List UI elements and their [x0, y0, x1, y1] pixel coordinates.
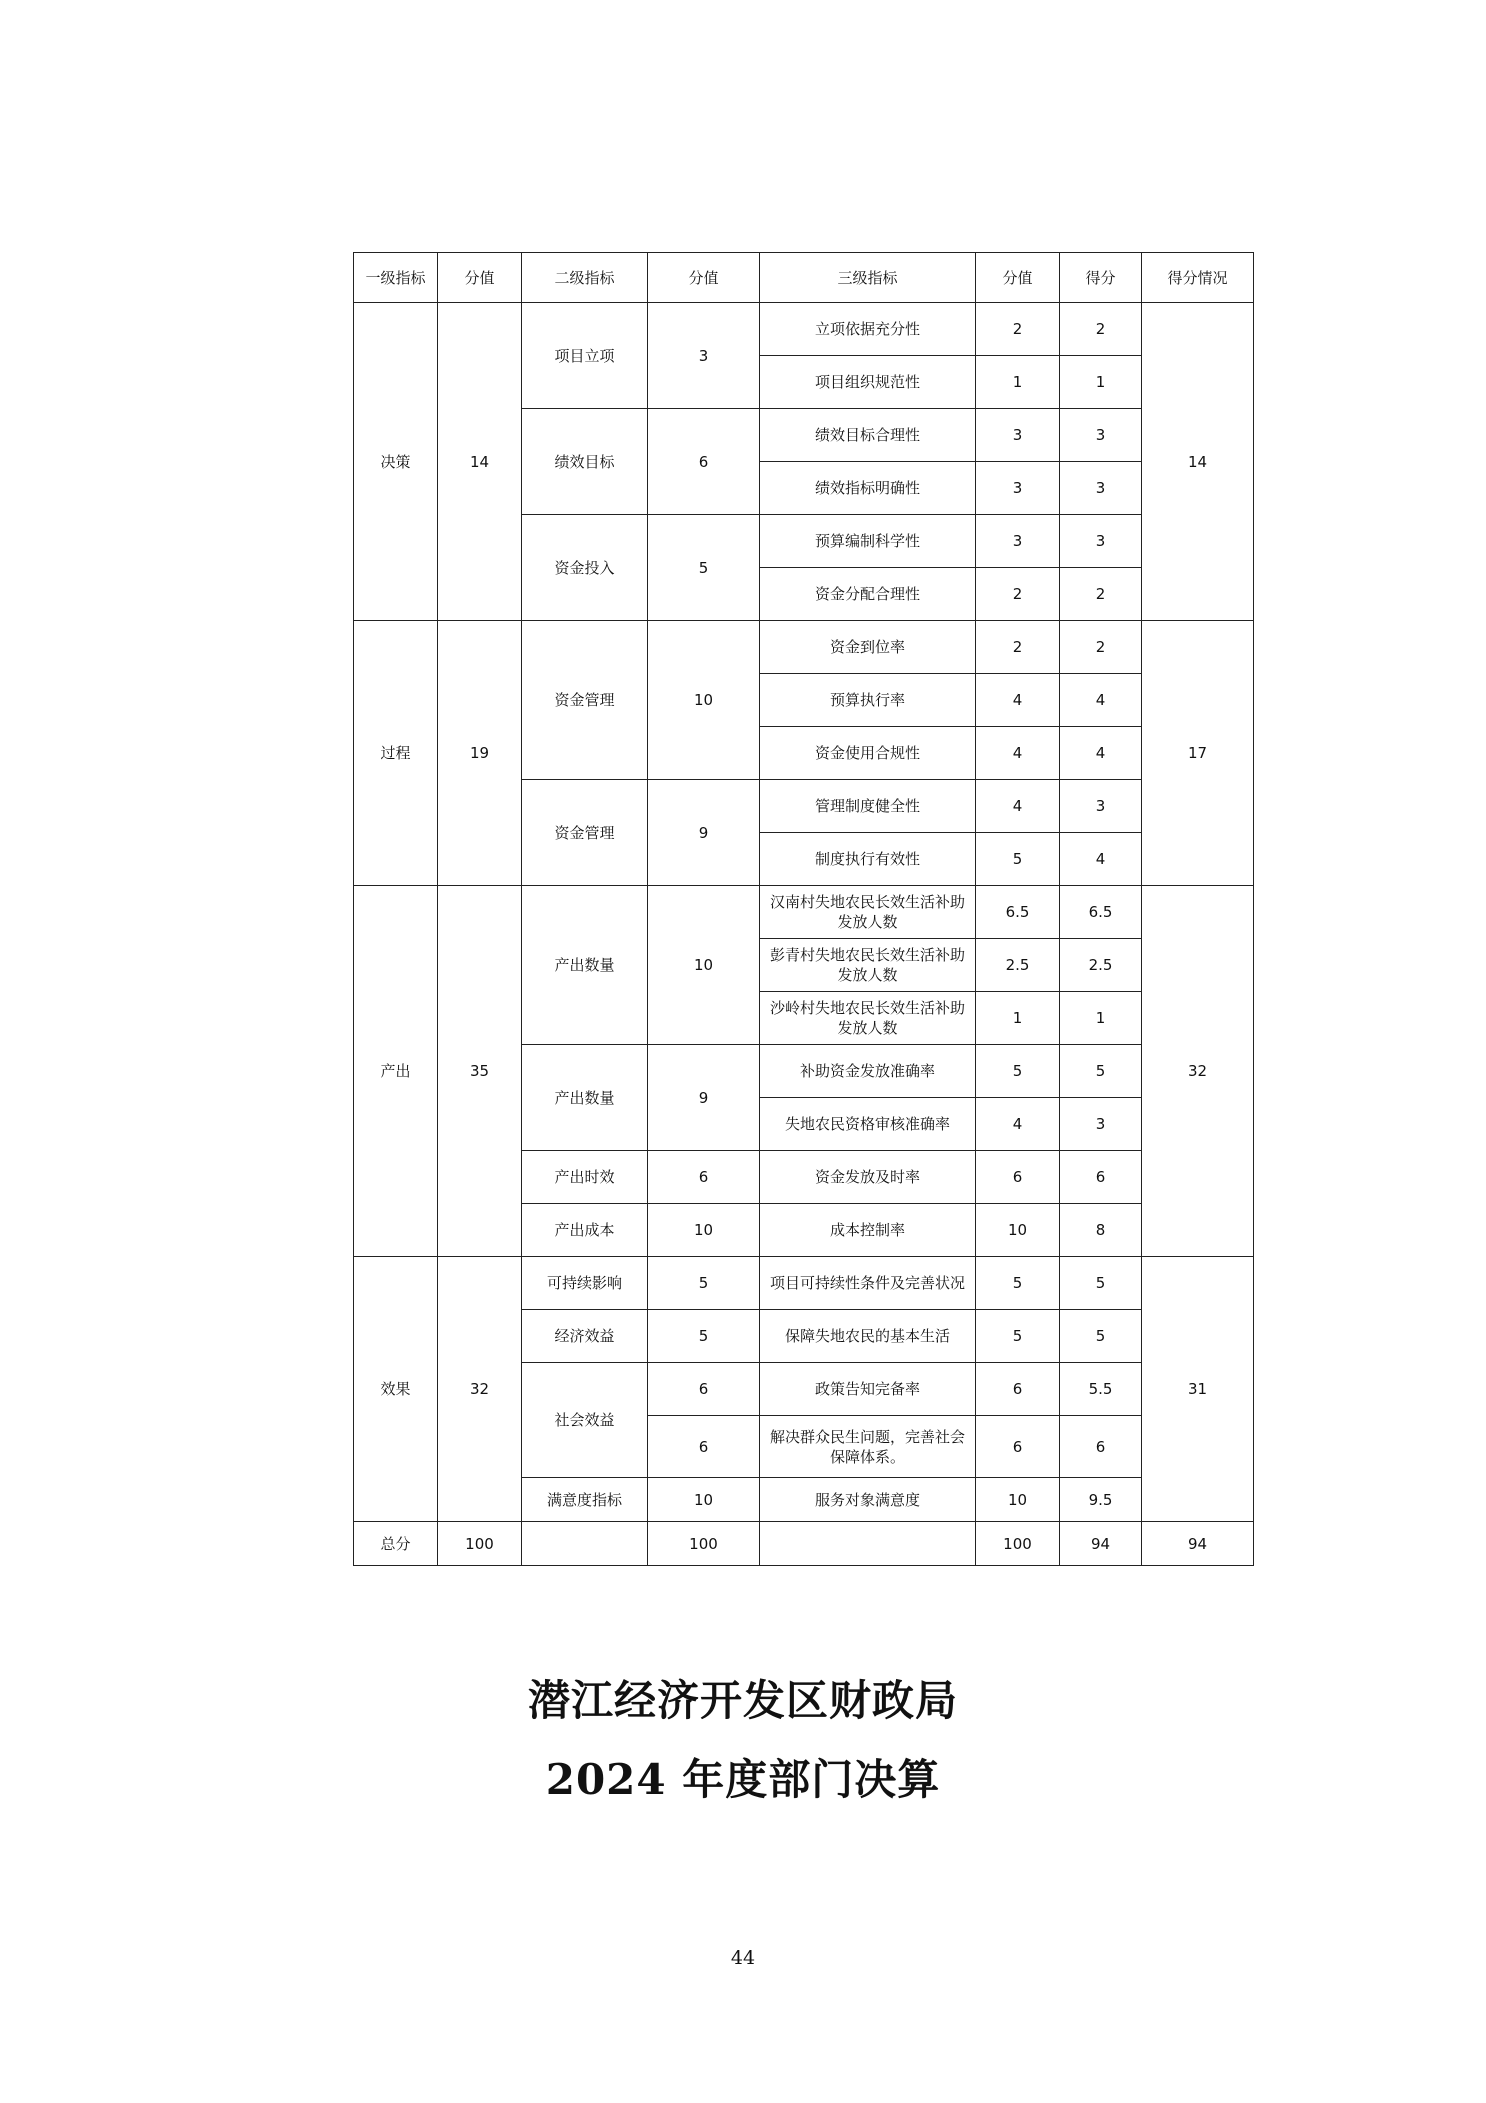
total-label: 总分 [354, 1522, 438, 1566]
l2-score: 10 [648, 1204, 760, 1257]
l3-got: 1 [1060, 356, 1142, 409]
l3-name: 绩效目标合理性 [760, 409, 976, 462]
document-title-line2: 2024 年度部门决算 [545, 1755, 941, 1804]
total-l1-score: 100 [438, 1522, 522, 1566]
l3-got: 2 [1060, 303, 1142, 356]
table-row [354, 886, 1254, 939]
l3-name: 资金使用合规性 [760, 727, 976, 780]
l1-situation: 32 [1142, 886, 1254, 1257]
l2-name: 绩效目标 [522, 409, 648, 515]
l2-score: 9 [648, 1045, 760, 1151]
l3-name: 项目组织规范性 [760, 356, 976, 409]
l3-name: 保障失地农民的基本生活 [760, 1310, 976, 1363]
l1-score: 32 [438, 1257, 522, 1522]
l3-score: 2.5 [976, 939, 1060, 992]
l3-got: 4 [1060, 833, 1142, 886]
l1-name: 决策 [354, 303, 438, 621]
l3-got: 6 [1060, 1151, 1142, 1204]
l2-score: 5 [648, 1310, 760, 1363]
l2-score: 3 [648, 303, 760, 409]
l3-got: 5 [1060, 1257, 1142, 1310]
l3-got: 6 [1060, 1416, 1142, 1478]
l3-score: 5 [976, 1310, 1060, 1363]
l3-got: 2.5 [1060, 939, 1142, 992]
table-header-row [354, 253, 1254, 303]
l2-name: 产出成本 [522, 1204, 648, 1257]
l3-got: 3 [1060, 409, 1142, 462]
l3-got: 9.5 [1060, 1478, 1142, 1522]
total-l2-score: 100 [648, 1522, 760, 1566]
header-cell: 分值 [648, 253, 760, 303]
l3-score: 4 [976, 1098, 1060, 1151]
l1-situation: 17 [1142, 621, 1254, 886]
l3-name: 政策告知完备率 [760, 1363, 976, 1416]
l2-name: 项目立项 [522, 303, 648, 409]
l3-got: 2 [1060, 568, 1142, 621]
l2-score: 10 [648, 621, 760, 780]
l3-got: 3 [1060, 1098, 1142, 1151]
l2-score: 6 [648, 409, 760, 515]
l3-score: 6 [976, 1151, 1060, 1204]
l3-score: 3 [976, 462, 1060, 515]
l3-name: 失地农民资格审核准确率 [760, 1098, 976, 1151]
l2-score: 6 [648, 1416, 760, 1478]
total-l3-score: 100 [976, 1522, 1060, 1566]
table-row [354, 1257, 1254, 1310]
l2-name: 满意度指标 [522, 1478, 648, 1522]
header-cell: 分值 [438, 253, 522, 303]
score-table [353, 252, 1254, 1566]
header-cell: 得分情况 [1142, 253, 1254, 303]
l3-got: 8 [1060, 1204, 1142, 1257]
l3-score: 4 [976, 727, 1060, 780]
l3-name: 补助资金发放准确率 [760, 1045, 976, 1098]
l3-score: 5 [976, 1257, 1060, 1310]
l2-name: 经济效益 [522, 1310, 648, 1363]
l3-score: 6 [976, 1363, 1060, 1416]
l3-name: 项目可持续性条件及完善状况 [760, 1257, 976, 1310]
l2-name: 产出数量 [522, 886, 648, 1045]
l3-score: 4 [976, 780, 1060, 833]
l3-score: 1 [976, 992, 1060, 1045]
l3-score: 10 [976, 1204, 1060, 1257]
l3-name: 制度执行有效性 [760, 833, 976, 886]
l3-got: 2 [1060, 621, 1142, 674]
l3-got: 4 [1060, 727, 1142, 780]
total-row [354, 1522, 1254, 1566]
l3-score: 3 [976, 515, 1060, 568]
l3-got: 5.5 [1060, 1363, 1142, 1416]
l3-score: 6.5 [976, 886, 1060, 939]
l2-score: 9 [648, 780, 760, 886]
l3-score: 6 [976, 1416, 1060, 1478]
l3-name: 立项依据充分性 [760, 303, 976, 356]
header-cell: 二级指标 [522, 253, 648, 303]
l2-name: 资金管理 [522, 780, 648, 886]
header-cell: 分值 [976, 253, 1060, 303]
l2-name: 产出数量 [522, 1045, 648, 1151]
l3-name: 管理制度健全性 [760, 780, 976, 833]
l3-got: 3 [1060, 462, 1142, 515]
l3-name: 服务对象满意度 [760, 1478, 976, 1522]
l1-name: 效果 [354, 1257, 438, 1522]
l3-score: 10 [976, 1478, 1060, 1522]
l3-name: 资金发放及时率 [760, 1151, 976, 1204]
l2-score: 5 [648, 515, 760, 621]
l3-name: 资金到位率 [760, 621, 976, 674]
l3-got: 4 [1060, 674, 1142, 727]
l3-name: 绩效指标明确性 [760, 462, 976, 515]
l3-got: 3 [1060, 515, 1142, 568]
total-empty-cell [760, 1522, 976, 1566]
l1-name: 过程 [354, 621, 438, 886]
l3-got: 5 [1060, 1310, 1142, 1363]
document-title-line1: 潜江经济开发区财政局 [527, 1676, 958, 1725]
l3-score: 2 [976, 568, 1060, 621]
l2-name: 产出时效 [522, 1151, 648, 1204]
l3-score: 4 [976, 674, 1060, 727]
l3-name: 解决群众民生问题，完善社会保障体系。 [760, 1416, 976, 1478]
l3-got: 3 [1060, 780, 1142, 833]
l2-name: 资金管理 [522, 621, 648, 780]
l3-score: 2 [976, 303, 1060, 356]
l2-score: 10 [648, 1478, 760, 1522]
total-empty-cell [522, 1522, 648, 1566]
l3-score: 1 [976, 356, 1060, 409]
l1-score: 35 [438, 886, 522, 1257]
l2-score: 6 [648, 1151, 760, 1204]
l2-score: 10 [648, 886, 760, 1045]
l1-name: 产出 [354, 886, 438, 1257]
l2-name: 社会效益 [522, 1363, 648, 1478]
l1-score: 19 [438, 621, 522, 886]
l2-score: 5 [648, 1257, 760, 1310]
l3-name: 资金分配合理性 [760, 568, 976, 621]
l1-situation: 31 [1142, 1257, 1254, 1522]
l1-situation: 14 [1142, 303, 1254, 621]
l3-score: 5 [976, 1045, 1060, 1098]
l3-score: 2 [976, 621, 1060, 674]
l3-score: 3 [976, 409, 1060, 462]
l3-got: 6.5 [1060, 886, 1142, 939]
table-row [354, 621, 1254, 674]
l3-name: 彭青村失地农民长效生活补助发放人数 [760, 939, 976, 992]
page-number: 44 [730, 1947, 756, 1969]
l2-name: 资金投入 [522, 515, 648, 621]
l3-name: 汉南村失地农民长效生活补助发放人数 [760, 886, 976, 939]
total-got: 94 [1060, 1522, 1142, 1566]
l3-name: 预算执行率 [760, 674, 976, 727]
l3-got: 1 [1060, 992, 1142, 1045]
l2-name: 可持续影响 [522, 1257, 648, 1310]
total-situation: 94 [1142, 1522, 1254, 1566]
l3-name: 预算编制科学性 [760, 515, 976, 568]
l3-name: 沙岭村失地农民长效生活补助发放人数 [760, 992, 976, 1045]
l1-score: 14 [438, 303, 522, 621]
header-cell: 得分 [1060, 253, 1142, 303]
l3-score: 5 [976, 833, 1060, 886]
table-row [354, 303, 1254, 356]
l2-score: 6 [648, 1363, 760, 1416]
header-cell: 三级指标 [760, 253, 976, 303]
l3-got: 5 [1060, 1045, 1142, 1098]
header-cell: 一级指标 [354, 253, 438, 303]
l3-name: 成本控制率 [760, 1204, 976, 1257]
